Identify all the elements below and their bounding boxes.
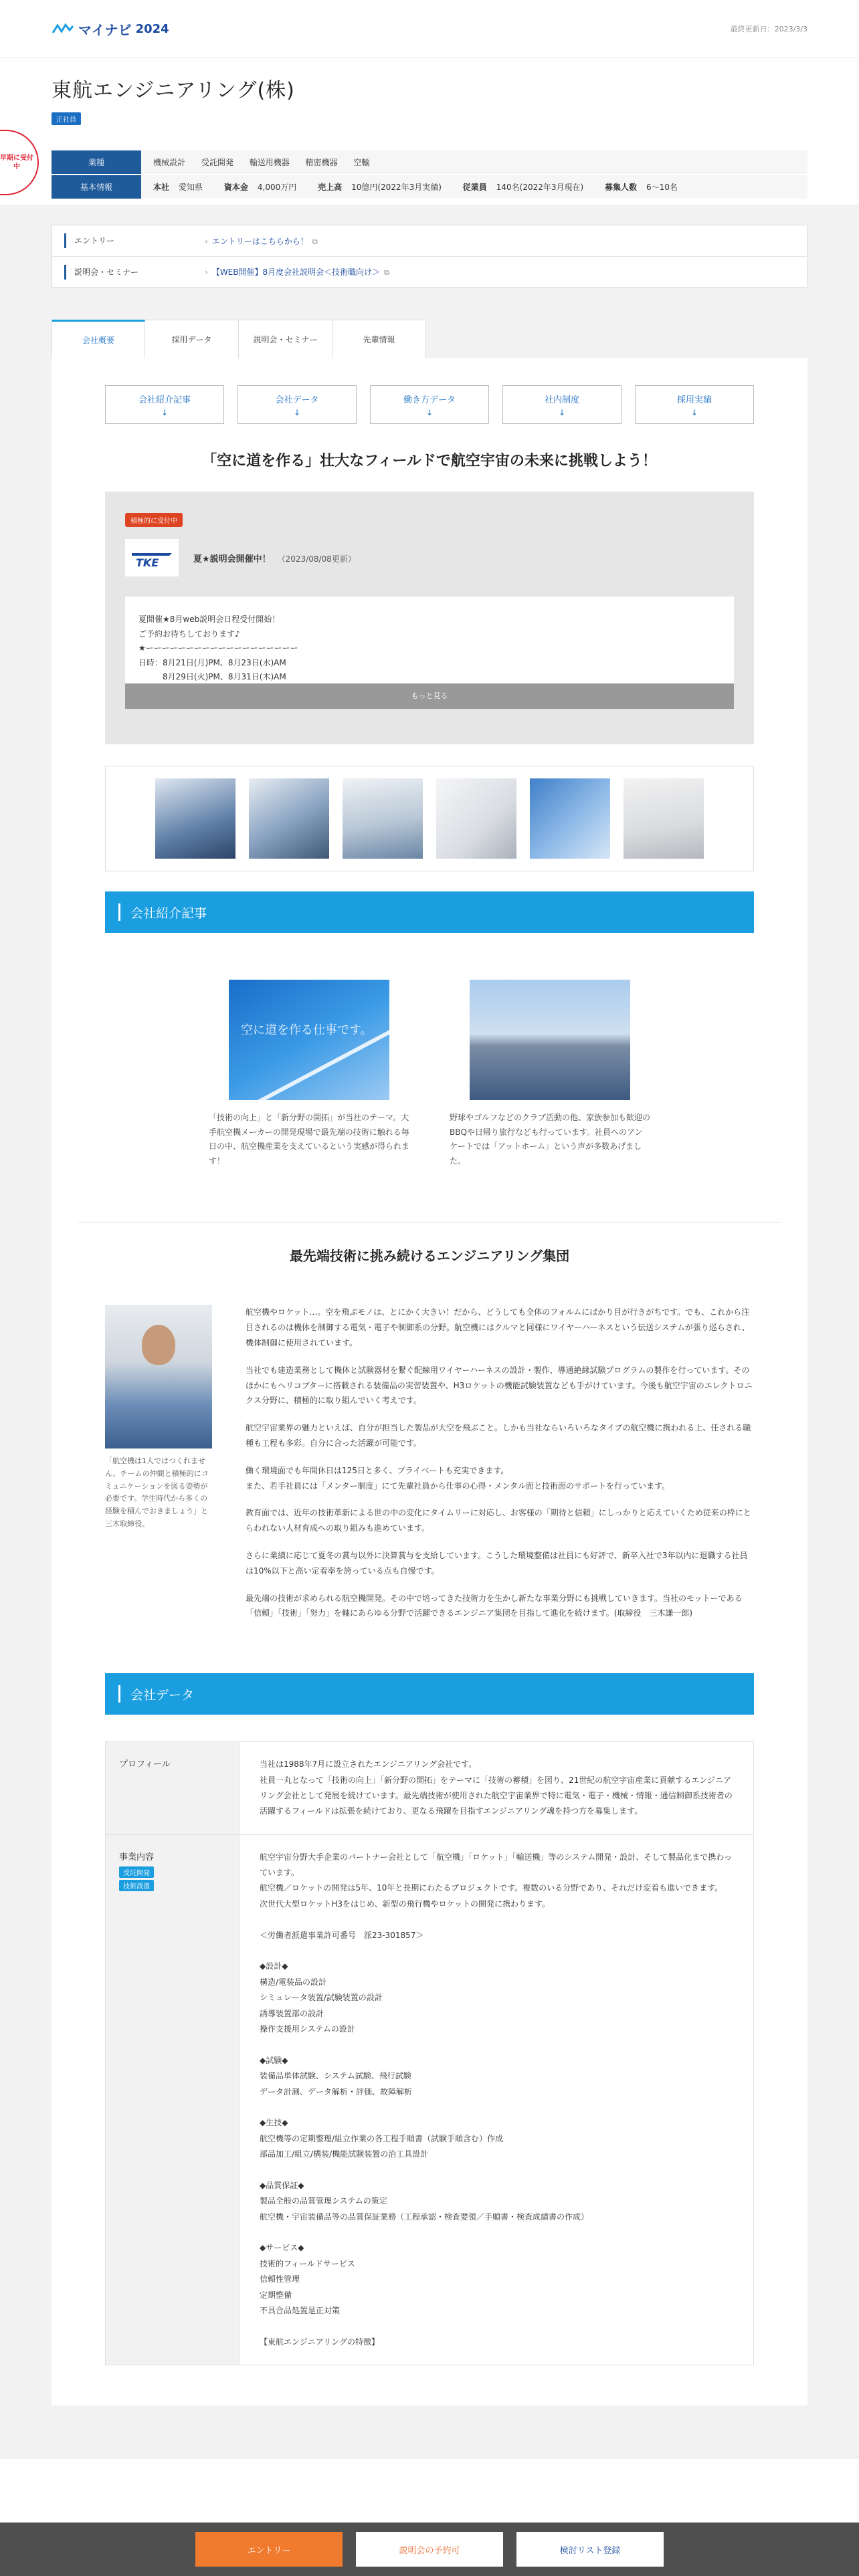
interview-caption: 「航空機は1人ではつくれません。チームの仲間と積極的にコミュニケーションを図る姿勢が必要です。学生時代から多くの経験を積んでおきましょう」と三木取締役。 bbox=[105, 1457, 209, 1528]
add-to-list-button[interactable]: 検討リスト登録 bbox=[516, 2532, 664, 2567]
arrow-down-icon: ↓ bbox=[558, 407, 566, 417]
basic-value: 10億円(2022年3月実績) bbox=[351, 183, 442, 192]
industry-list bbox=[141, 150, 807, 175]
basic-key: 売上高 bbox=[318, 183, 343, 192]
news-date: （2023/08/08更新） bbox=[277, 554, 356, 564]
tab-senior-info[interactable]: 先輩情報 bbox=[332, 320, 426, 358]
arrow-down-icon: ↓ bbox=[293, 407, 301, 417]
basic-info-label: 基本情報 bbox=[52, 175, 141, 199]
entry-button[interactable]: エントリー bbox=[195, 2532, 343, 2567]
logo-text: マイナビ bbox=[78, 21, 132, 38]
news-body bbox=[125, 597, 734, 709]
industry-label: 業種 bbox=[52, 150, 141, 175]
business-label: 事業内容 bbox=[119, 1852, 155, 1862]
article-text: 野球やゴルフなどのクラブ活動の他、家族参加も歓迎のBBQや日帰り旅行なども行っています。社員へのアンケートでは「アットホーム」という声が多数あげました。 bbox=[450, 1113, 651, 1166]
gallery-photo[interactable] bbox=[624, 778, 704, 859]
industry-item[interactable]: 機械設計 bbox=[153, 158, 186, 167]
tab-seminar[interactable]: 説明会・セミナー bbox=[239, 320, 332, 358]
mynavi-logo-icon bbox=[52, 22, 74, 35]
catch-copy: 「空に道を作る」壮大なフィールドで航空宇宙の未来に挑戦しよう！ bbox=[202, 453, 657, 469]
gallery-photo[interactable] bbox=[530, 778, 610, 859]
more-button[interactable]: もっと見る bbox=[125, 683, 734, 709]
seminar-link-text: 【WEB開催】8月度会社説明会＜技術職向け＞ bbox=[211, 267, 381, 277]
profile-text bbox=[240, 1742, 754, 1835]
profile-body: 当社は1988年7月に設立されたエンジニアリング会社です。 社員一丸となって「技術の向上」「新分野の開拓」をテーマに「技術の蓄積」を図り、21世紀の航空宇宙産業に貢献するエンジニアリング会社として発展を続けています。最先端技術が使用された航空宇宙業界で特に電気・電子・機械・情報・通信制御系技術者の活躍するフィールドは拡張を続けており、更なる飛躍を目指すエンジニアリング魂を持つ方を募集します。 bbox=[260, 1759, 733, 1816]
main-area bbox=[0, 205, 859, 2459]
news-line: 8月29日(火)PM、8月31日(木)AM bbox=[138, 672, 286, 682]
interview-paragraph: 働く環境面でも年間休日は125日と多く、プライベートも充実できます。 また、若手社員には「メンター制度」にて先輩社員から仕事の心得・メンタル面と技術面のサポートを行っています。 bbox=[246, 1465, 670, 1491]
industry-item[interactable]: 空輸 bbox=[353, 158, 370, 167]
early-acceptance-badge: 早期に受付中 bbox=[0, 130, 39, 195]
company-info-table bbox=[52, 150, 807, 199]
interview-paragraph: 航空機やロケット…。空を飛ぶモノは、とにかく大きい！だから、どうしても全体のフォルムにばかり目が行きがちです。でも、これから注目されるのは機体を制御する電気・電子や制御系の分野。航空機にはクルマと同様にワイヤーハーネスという伝送システムが張り巡らされ、機体制御に使用されています。 bbox=[246, 1307, 750, 1348]
company-logo-text: TKE bbox=[136, 556, 159, 568]
news-title: 夏★説明会開催中！ bbox=[193, 554, 271, 564]
gallery-photo[interactable] bbox=[343, 778, 423, 859]
basic-key: 募集人数 bbox=[605, 183, 638, 192]
anchor-links bbox=[105, 385, 754, 424]
photo-gallery bbox=[105, 766, 754, 871]
tab-panel bbox=[52, 358, 807, 2405]
business-body: 航空宇宙分野大手企業のパートナー会社として「航空機」「ロケット」「輸送機」等のシステム開発・設計、そして製品化まで携わっています。 航空機／ロケットの開発は5年、10年と長期にわたるプロジェクトです。複数のいる分野であり、それだけ変着も進いできます。 次世代大型ロケットH3をはじめ、新型の飛行機やロケットの開発に携わります。 ＜労働者派遣事業許可番号 派23-301857＞ ◆設計◆ 構造/電装品の設計 シミュレータ装置/試験装置の設計 誘導装置部の設計 操作支援用システムの設計 ◆試験◆ 装備品単体試験、システム試験、飛行試験 データ計測、データ解析・評価、故障解析 ◆生技◆ 航空機等の定期整理/組立作業の各工程手順書（試験手順含む）作成 部品加工/組立/構装/機能試験装置の治工具設計 ◆品質保証◆ 製品全般の品質管理システムの策定 航空機・宇宙装備品等の品質保証業務（工程承認・検査要領／手順書・検査成績書の作成） ◆サービス◆ 技術的フィールドサービス 信頼性管理 定期整備 不具合品処置是正対策 【東航エンジニアリングの特徴】 bbox=[260, 1852, 733, 2347]
article-image bbox=[470, 980, 630, 1100]
external-link-icon: ⧉ bbox=[312, 237, 318, 246]
company-header bbox=[0, 58, 859, 205]
basic-key: 本社 bbox=[153, 183, 170, 192]
seminar-reserve-button[interactable]: 説明会の予約可 bbox=[356, 2532, 503, 2567]
company-name: 東航エンジニアリング(株) bbox=[52, 79, 295, 102]
article-list bbox=[105, 980, 754, 1168]
gallery-photo[interactable] bbox=[249, 778, 329, 859]
entry-label: エントリー bbox=[64, 233, 205, 248]
business-tag: 受託開発 bbox=[119, 1866, 154, 1878]
quick-action-box bbox=[52, 225, 807, 288]
interview-block bbox=[105, 1305, 754, 1633]
seminar-row bbox=[52, 256, 807, 287]
anchor-internal-system[interactable] bbox=[502, 385, 622, 424]
interview-paragraph: さらに業績に応じて夏冬の賞与以外に決算賞与を支給しています。こうした環境整備は社員にも好評で、新卒入社で3年以内に退職する社員は10%以下と高い定着率を誇っている点も自慢です。 bbox=[246, 1550, 748, 1576]
anchor-label: 採用実績 bbox=[676, 395, 712, 405]
entry-link[interactable] bbox=[205, 235, 318, 247]
tab-company-overview[interactable]: 会社概要 bbox=[52, 320, 145, 358]
anchor-article[interactable] bbox=[105, 385, 224, 424]
news-line: 夏開催★8月web説明会日程受付開始！ bbox=[138, 615, 280, 624]
basic-value: 6～10名 bbox=[646, 183, 678, 192]
anchor-recruit-record[interactable] bbox=[635, 385, 754, 424]
anchor-label: 働き方データ bbox=[403, 395, 456, 405]
basic-value: 140名(2022年3月現在) bbox=[496, 183, 584, 192]
basic-value: 4,000万円 bbox=[257, 183, 297, 192]
business-text bbox=[240, 1834, 754, 2365]
seminar-label: 説明会・セミナー bbox=[64, 265, 205, 280]
external-link-icon: ⧉ bbox=[384, 268, 389, 277]
last-updated: 最終更新日：2023/3/3 bbox=[730, 25, 807, 33]
profile-label: プロフィール bbox=[106, 1742, 240, 1835]
news-badge: 積極的に受付中 bbox=[125, 513, 183, 527]
entry-row bbox=[52, 225, 807, 256]
article-image bbox=[229, 980, 389, 1100]
person-head-shape bbox=[142, 1325, 175, 1365]
interview-paragraph: 当社でも建造業務として機体と試験器材を繋ぐ配線用ワイヤーハーネスの設計・製作、導通絶縁試験プログラムの製作を行っています。そのほかにもヘリコプターに搭載される装備品の実習装置や、H3ロケットの機能試験装置なども手がけています。今後も航空宇宙のエレクトロニクス分野に、積極的に取り組んでいく考えです。 bbox=[246, 1365, 753, 1406]
article-card bbox=[450, 980, 650, 1168]
news-line: ★ーーーーーーーーーーーーーーーーーーー bbox=[138, 643, 298, 653]
logo-year: 2024 bbox=[135, 21, 169, 36]
interview-photo-column bbox=[105, 1305, 212, 1633]
news-title-block bbox=[193, 552, 356, 564]
news-box bbox=[105, 492, 754, 744]
anchor-label: 社内制度 bbox=[544, 395, 579, 405]
business-label-cell bbox=[106, 1834, 240, 2365]
company-logo bbox=[125, 539, 179, 576]
arrow-down-icon: ↓ bbox=[161, 407, 169, 417]
tab-bar bbox=[52, 320, 807, 358]
arrow-down-icon: ↓ bbox=[425, 407, 434, 417]
gallery-photo[interactable] bbox=[436, 778, 516, 859]
bottom-action-bar bbox=[0, 2523, 859, 2576]
news-line: 日時：8月21日(月)PM、8月23日(水)AM bbox=[138, 657, 286, 667]
anchor-label: 会社データ bbox=[275, 395, 319, 405]
anchor-label: 会社紹介記事 bbox=[138, 395, 191, 405]
news-header bbox=[125, 539, 734, 576]
chevron-right-icon: › bbox=[205, 267, 208, 277]
interview-paragraph: 航空宇宙業界の魅力といえば、自分が担当した製品が大空を飛ぶこと。しかも当社ならいろいろなタイプの航空機に携われる上、任される職種も工程も多彩。自分に合った活躍が可能です。 bbox=[246, 1423, 751, 1448]
article-text: 「技術の向上」と「新分野の開拓」が当社のテーマ。大手航空機メーカーの開発現場で最先端の技術に触れる毎日の中、航空機産業を支えているという実感が得られます！ bbox=[209, 1113, 410, 1166]
basic-key: 従業員 bbox=[462, 183, 487, 192]
chevron-right-icon: › bbox=[205, 236, 208, 246]
interview-photo bbox=[105, 1305, 212, 1448]
top-header bbox=[0, 0, 859, 58]
entry-link-text: エントリーはこちらから！ bbox=[211, 236, 308, 246]
anchor-company-data[interactable] bbox=[237, 385, 357, 424]
arrow-down-icon: ↓ bbox=[690, 407, 698, 417]
gallery-photo[interactable] bbox=[155, 778, 235, 859]
company-data-table bbox=[105, 1741, 754, 2365]
interview-text bbox=[246, 1305, 754, 1633]
section-header-company-data: 会社データ bbox=[105, 1673, 754, 1715]
interview-paragraph: 教育面では、近年の技術革新による世の中の変化にタイムリーに対応し、お客様の「期待と信頼」にしっかりと応えていくため従来の枠にとらわれない人材育成への取り組みも進めています。 bbox=[246, 1508, 751, 1533]
business-tag: 技術派遣 bbox=[119, 1880, 154, 1891]
section-header-article: 会社紹介記事 bbox=[105, 891, 754, 933]
article-image-text: 空に道を作る仕事です。 bbox=[241, 1023, 373, 1037]
industry-item[interactable]: 輸送用機器 bbox=[249, 158, 290, 167]
basic-value: 愛知県 bbox=[179, 183, 203, 192]
employment-type-badge: 正社員 bbox=[52, 112, 81, 125]
basic-info-list bbox=[141, 175, 807, 199]
anchor-work-style[interactable] bbox=[370, 385, 489, 424]
news-line: ご予約お待ちしております♪ bbox=[138, 629, 240, 639]
tab-recruit-data[interactable]: 採用データ bbox=[145, 320, 239, 358]
industry-item[interactable]: 精密機器 bbox=[305, 158, 338, 167]
interview-paragraph: 最先端の技術が求められる航空機開発。その中で培ってきた技術力を生かし新たな事業分野にも挑戦していきます。当社のモットーである「信頼」「技術」「努力」を軸にあらゆる分野で活躍できるエンジニア集団を目指して進化を続けます。(取締役 三木謙一郎) bbox=[246, 1593, 743, 1618]
basic-key: 資本金 bbox=[223, 183, 248, 192]
article-card bbox=[209, 980, 409, 1168]
seminar-link[interactable] bbox=[205, 266, 389, 278]
interview-title: 最先端技術に挑み続けるエンジニアリング集団 bbox=[289, 1248, 570, 1265]
industry-item[interactable]: 受託開発 bbox=[201, 158, 233, 167]
mynavi-logo[interactable] bbox=[52, 19, 169, 39]
